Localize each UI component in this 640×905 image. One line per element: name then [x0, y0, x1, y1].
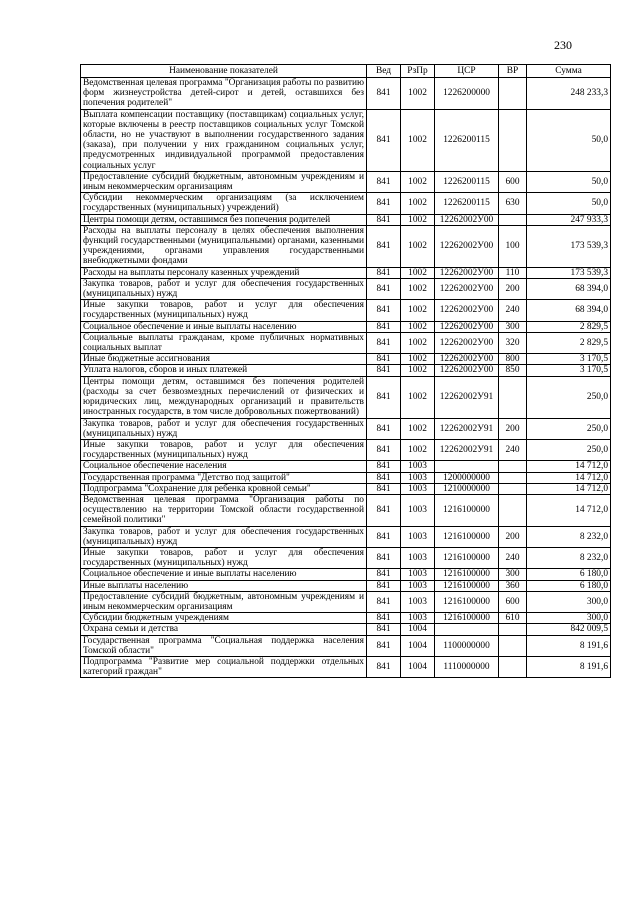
cell-csr: 12262002У00	[435, 225, 499, 267]
cell-sum: 14 712,0	[527, 483, 611, 494]
cell-vr	[499, 376, 527, 418]
header-vr: ВР	[499, 65, 527, 78]
cell-rzpr: 1002	[401, 171, 435, 192]
cell-rzpr: 1003	[401, 613, 435, 624]
cell-rzpr: 1002	[401, 376, 435, 418]
cell-csr: 1216100000	[435, 613, 499, 624]
cell-sum: 250,0	[527, 376, 611, 418]
cell-name: Закупка товаров, работ и услуг для обеспечения государственных (муниципальных) нужд	[81, 526, 367, 547]
cell-sum: 8 191,6	[527, 635, 611, 656]
cell-ved: 841	[367, 214, 401, 225]
cell-rzpr: 1003	[401, 494, 435, 526]
table-row	[81, 494, 611, 526]
cell-sum: 6 180,0	[527, 569, 611, 580]
cell-vr: 850	[499, 365, 527, 376]
cell-csr: 12262002У00	[435, 214, 499, 225]
cell-name: Иные закупки товаров, работ и услуг для обеспечения государственных (муниципальных) нужд	[81, 300, 367, 321]
cell-csr: 1226200115	[435, 193, 499, 214]
cell-name: Иные закупки товаров, работ и услуг для обеспечения государственных (муниципальных) нужд	[81, 547, 367, 568]
cell-vr	[499, 494, 527, 526]
cell-csr: 12262002У00	[435, 267, 499, 278]
cell-name: Уплата налогов, сборов и иных платежей	[81, 365, 367, 376]
cell-name: Центры помощи детям, оставшимся без попечения родителей (расходы за счет безвозмездных перечислений от физических и юридических лиц, международных организаций и правительств иностранных государств, в том числе добровольных пожертвований)	[81, 376, 367, 418]
table-row	[81, 635, 611, 656]
cell-ved: 841	[367, 483, 401, 494]
cell-sum: 300,0	[527, 613, 611, 624]
cell-rzpr: 1002	[401, 300, 435, 321]
cell-vr: 240	[499, 300, 527, 321]
cell-ved: 841	[367, 418, 401, 439]
cell-ved: 841	[367, 526, 401, 547]
cell-csr: 12262002У91	[435, 439, 499, 460]
cell-sum: 3 170,5	[527, 365, 611, 376]
cell-sum: 8 191,6	[527, 656, 611, 677]
cell-vr: 630	[499, 193, 527, 214]
cell-csr: 1216100000	[435, 526, 499, 547]
table-row	[81, 461, 611, 472]
cell-ved: 841	[367, 267, 401, 278]
cell-vr	[499, 483, 527, 494]
table-row	[81, 439, 611, 460]
table-row	[81, 613, 611, 624]
cell-rzpr: 1002	[401, 418, 435, 439]
cell-vr: 600	[499, 171, 527, 192]
cell-name: Закупка товаров, работ и услуг для обеспечения государственных (муниципальных) нужд	[81, 278, 367, 299]
cell-csr: 1200000000	[435, 472, 499, 483]
cell-sum: 250,0	[527, 439, 611, 460]
cell-ved: 841	[367, 591, 401, 612]
cell-rzpr: 1003	[401, 547, 435, 568]
cell-vr: 360	[499, 580, 527, 591]
cell-ved: 841	[367, 376, 401, 418]
cell-name: Центры помощи детям, оставшимся без попечения родителей	[81, 214, 367, 225]
cell-vr	[499, 635, 527, 656]
cell-ved: 841	[367, 321, 401, 332]
cell-name: Социальное обеспечение населения	[81, 461, 367, 472]
cell-sum: 14 712,0	[527, 494, 611, 526]
cell-csr: 12262002У00	[435, 365, 499, 376]
cell-sum: 2 829,5	[527, 332, 611, 353]
cell-ved: 841	[367, 494, 401, 526]
cell-name: Ведомственная целевая программа "Организация работы по осуществлению на территории Томской области государственной семейной политики"	[81, 494, 367, 526]
cell-rzpr: 1002	[401, 225, 435, 267]
cell-name: Подпрограмма "Сохранение для ребенка кровной семьи"	[81, 483, 367, 494]
table-row	[81, 267, 611, 278]
cell-rzpr: 1003	[401, 569, 435, 580]
table-row	[81, 193, 611, 214]
table-row	[81, 321, 611, 332]
cell-csr: 1216100000	[435, 547, 499, 568]
cell-ved: 841	[367, 78, 401, 110]
cell-vr: 200	[499, 418, 527, 439]
cell-ved: 841	[367, 300, 401, 321]
cell-sum: 247 933,3	[527, 214, 611, 225]
cell-csr: 1216100000	[435, 591, 499, 612]
table-row	[81, 214, 611, 225]
cell-vr: 300	[499, 569, 527, 580]
cell-name: Государственная программа "Социальная поддержка населения Томской области"	[81, 635, 367, 656]
cell-ved: 841	[367, 332, 401, 353]
cell-rzpr: 1003	[401, 526, 435, 547]
table-row	[81, 569, 611, 580]
cell-name: Закупка товаров, работ и услуг для обеспечения государственных (муниципальных) нужд	[81, 418, 367, 439]
cell-rzpr: 1004	[401, 635, 435, 656]
cell-rzpr: 1002	[401, 354, 435, 365]
cell-name: Субсидии некоммерческим организациям (за исключением государственных (муниципальных) учреждений)	[81, 193, 367, 214]
cell-csr: 1216100000	[435, 580, 499, 591]
cell-ved: 841	[367, 580, 401, 591]
cell-csr: 12262002У00	[435, 332, 499, 353]
cell-rzpr: 1002	[401, 321, 435, 332]
cell-name: Ведомственная целевая программа "Организация работы по развитию форм жизнеустройства детей-сирот и детей, оставшихся без попечения родителей"	[81, 78, 367, 110]
header-sum: Сумма	[527, 65, 611, 78]
cell-sum: 8 232,0	[527, 547, 611, 568]
cell-name: Охрана семьи и детства	[81, 624, 367, 635]
cell-ved: 841	[367, 354, 401, 365]
cell-ved: 841	[367, 439, 401, 460]
cell-rzpr: 1002	[401, 78, 435, 110]
header-ved: Вед	[367, 65, 401, 78]
cell-name: Предоставление субсидий бюджетным, автономным учреждениям и иным некоммерческим организациям	[81, 171, 367, 192]
cell-vr: 110	[499, 267, 527, 278]
cell-vr: 300	[499, 321, 527, 332]
cell-csr: 1216100000	[435, 569, 499, 580]
cell-csr: 1210000000	[435, 483, 499, 494]
cell-vr: 610	[499, 613, 527, 624]
cell-sum: 173 539,3	[527, 267, 611, 278]
cell-name: Социальные выплаты гражданам, кроме публичных нормативных социальных выплат	[81, 332, 367, 353]
table-body	[81, 78, 611, 678]
cell-vr	[499, 214, 527, 225]
cell-rzpr: 1002	[401, 214, 435, 225]
cell-rzpr: 1002	[401, 193, 435, 214]
cell-name: Подпрограмма "Развитие мер социальной поддержки отдельных категорий граждан"	[81, 656, 367, 677]
cell-ved: 841	[367, 624, 401, 635]
cell-rzpr: 1003	[401, 472, 435, 483]
cell-vr	[499, 472, 527, 483]
cell-csr: 12262002У00	[435, 300, 499, 321]
cell-name: Иные бюджетные ассигнования	[81, 354, 367, 365]
cell-sum: 68 394,0	[527, 300, 611, 321]
cell-vr: 240	[499, 547, 527, 568]
cell-sum: 8 232,0	[527, 526, 611, 547]
cell-rzpr: 1003	[401, 461, 435, 472]
cell-ved: 841	[367, 547, 401, 568]
cell-rzpr: 1003	[401, 483, 435, 494]
budget-table-container	[80, 64, 610, 678]
cell-rzpr: 1002	[401, 267, 435, 278]
cell-vr	[499, 624, 527, 635]
cell-csr: 12262002У91	[435, 418, 499, 439]
cell-rzpr: 1002	[401, 278, 435, 299]
cell-sum: 300,0	[527, 591, 611, 612]
cell-csr: 12262002У91	[435, 376, 499, 418]
table-row	[81, 547, 611, 568]
cell-name: Иные закупки товаров, работ и услуг для обеспечения государственных (муниципальных) нужд	[81, 439, 367, 460]
header-csr: ЦСР	[435, 65, 499, 78]
cell-name: Расходы на выплаты персоналу в целях обеспечения выполнения функций государственными (муниципальными) органами, казенными учреждениями, органами управления государственными внебюджетными фондами	[81, 225, 367, 267]
cell-csr	[435, 461, 499, 472]
cell-csr: 12262002У00	[435, 278, 499, 299]
table-row	[81, 526, 611, 547]
table-row	[81, 171, 611, 192]
cell-vr: 200	[499, 278, 527, 299]
cell-name: Субсидии бюджетным учреждениям	[81, 613, 367, 624]
cell-csr: 12262002У00	[435, 321, 499, 332]
page-number: 230	[554, 38, 572, 52]
cell-rzpr: 1002	[401, 109, 435, 171]
cell-sum: 68 394,0	[527, 278, 611, 299]
table-row	[81, 580, 611, 591]
table-row	[81, 300, 611, 321]
cell-csr: 12262002У00	[435, 354, 499, 365]
cell-sum: 14 712,0	[527, 472, 611, 483]
cell-sum: 14 712,0	[527, 461, 611, 472]
cell-sum: 250,0	[527, 418, 611, 439]
budget-table	[80, 64, 611, 678]
table-row	[81, 418, 611, 439]
header-name: Наименование показателей	[81, 65, 367, 78]
cell-sum: 50,0	[527, 109, 611, 171]
table-row	[81, 365, 611, 376]
cell-ved: 841	[367, 225, 401, 267]
table-row	[81, 624, 611, 635]
table-row	[81, 109, 611, 171]
cell-rzpr: 1002	[401, 365, 435, 376]
cell-rzpr: 1002	[401, 332, 435, 353]
cell-vr	[499, 656, 527, 677]
cell-ved: 841	[367, 193, 401, 214]
cell-vr: 100	[499, 225, 527, 267]
cell-sum: 842 009,5	[527, 624, 611, 635]
cell-ved: 841	[367, 365, 401, 376]
cell-rzpr: 1004	[401, 656, 435, 677]
cell-csr: 1226200115	[435, 109, 499, 171]
cell-ved: 841	[367, 569, 401, 580]
cell-sum: 50,0	[527, 171, 611, 192]
cell-vr: 320	[499, 332, 527, 353]
cell-vr	[499, 461, 527, 472]
cell-rzpr: 1004	[401, 624, 435, 635]
cell-csr: 1226200115	[435, 171, 499, 192]
cell-name: Государственная программа "Детство под защитой"	[81, 472, 367, 483]
cell-vr: 240	[499, 439, 527, 460]
cell-ved: 841	[367, 171, 401, 192]
cell-ved: 841	[367, 613, 401, 624]
table-row	[81, 225, 611, 267]
cell-csr: 1100000000	[435, 635, 499, 656]
cell-csr: 1110000000	[435, 656, 499, 677]
cell-name: Выплата компенсации поставщику (поставщикам) социальных услуг, которые включены в реестр поставщиков социальных услуг Томской области, но не участвуют в выполнении государственного задания (заказа), при получении у них гражданином социальных услуг, предусмотренных индивидуальной программой предоставления социальных услуг	[81, 109, 367, 171]
cell-csr	[435, 624, 499, 635]
table-row	[81, 483, 611, 494]
cell-vr: 200	[499, 526, 527, 547]
table-row	[81, 278, 611, 299]
cell-csr: 1226200000	[435, 78, 499, 110]
table-row	[81, 354, 611, 365]
cell-csr: 1216100000	[435, 494, 499, 526]
cell-ved: 841	[367, 472, 401, 483]
cell-name: Предоставление субсидий бюджетным, автономным учреждениям и иным некоммерческим организациям	[81, 591, 367, 612]
table-row	[81, 332, 611, 353]
table-row	[81, 472, 611, 483]
cell-rzpr: 1003	[401, 591, 435, 612]
cell-vr	[499, 109, 527, 171]
cell-ved: 841	[367, 278, 401, 299]
table-row	[81, 78, 611, 110]
cell-vr: 800	[499, 354, 527, 365]
cell-sum: 6 180,0	[527, 580, 611, 591]
cell-ved: 841	[367, 109, 401, 171]
cell-ved: 841	[367, 461, 401, 472]
cell-ved: 841	[367, 635, 401, 656]
cell-vr	[499, 78, 527, 110]
table-row	[81, 656, 611, 677]
header-rzpr: РзПр	[401, 65, 435, 78]
cell-rzpr: 1003	[401, 580, 435, 591]
table-row	[81, 376, 611, 418]
cell-sum: 3 170,5	[527, 354, 611, 365]
cell-sum: 248 233,3	[527, 78, 611, 110]
cell-sum: 2 829,5	[527, 321, 611, 332]
table-row	[81, 591, 611, 612]
cell-vr: 600	[499, 591, 527, 612]
cell-name: Социальное обеспечение и иные выплаты населению	[81, 569, 367, 580]
cell-name: Социальное обеспечение и иные выплаты населению	[81, 321, 367, 332]
table-header-row	[81, 65, 611, 78]
cell-name: Иные выплаты населению	[81, 580, 367, 591]
cell-sum: 50,0	[527, 193, 611, 214]
cell-ved: 841	[367, 656, 401, 677]
cell-rzpr: 1002	[401, 439, 435, 460]
cell-name: Расходы на выплаты персоналу казенных учреждений	[81, 267, 367, 278]
cell-sum: 173 539,3	[527, 225, 611, 267]
